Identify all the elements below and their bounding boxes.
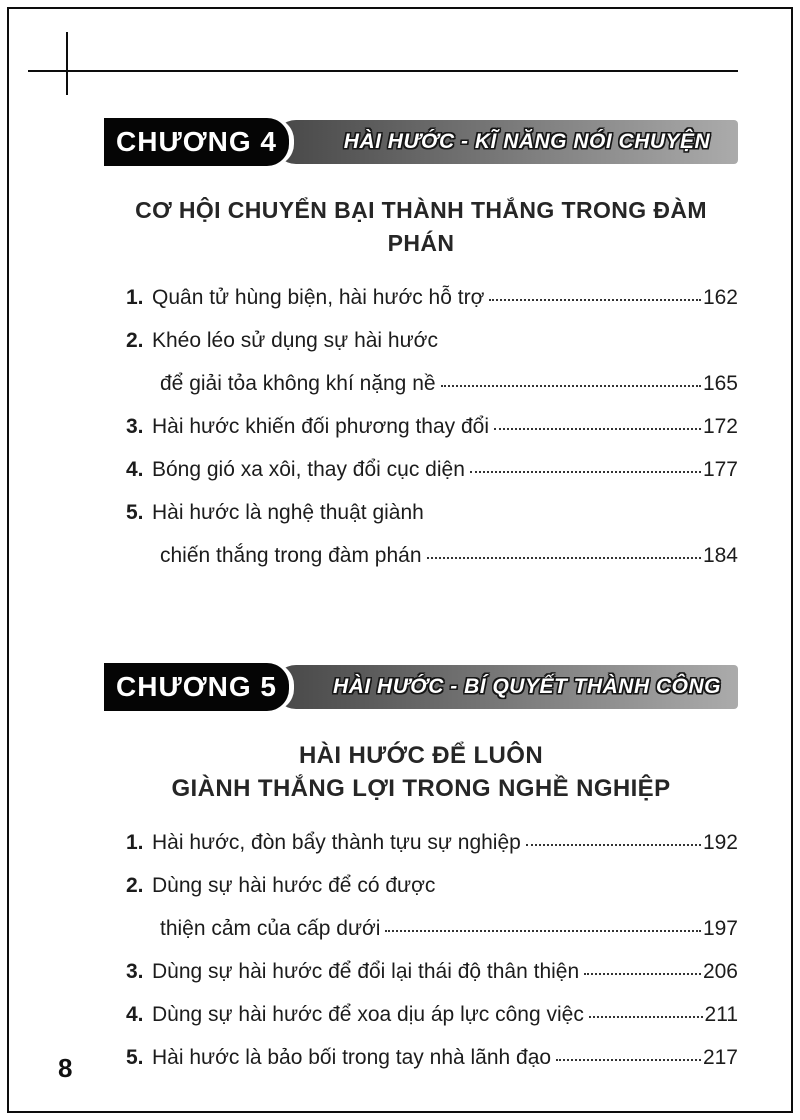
corner-mark-vertical	[66, 32, 68, 95]
dotted-leader	[584, 973, 701, 975]
toc-item-page: 217	[702, 1046, 738, 1069]
toc-item-page: 206	[702, 960, 738, 983]
dotted-leader	[385, 930, 701, 932]
toc-item-number: 5.	[126, 501, 144, 524]
chapter-4-banner	[274, 120, 738, 164]
toc-item-text: Dùng sự hài hước để xoa dịu áp lực công việc	[152, 1003, 584, 1026]
chapter-4-header	[104, 118, 738, 168]
toc-item	[104, 319, 738, 362]
toc-item-number: 4.	[126, 1003, 144, 1026]
toc-item-text: Quân tử hùng biện, hài hước hỗ trợ	[152, 286, 485, 309]
toc-item-number: 3.	[126, 960, 144, 983]
chapter-5-banner-text: HÀI HƯỚC - BÍ QUYẾT THÀNH CÔNG	[333, 675, 721, 698]
toc-item-continuation	[104, 534, 738, 577]
toc-item-page: 197	[702, 917, 738, 940]
toc-item-page: 165	[702, 372, 738, 395]
toc-item-text: Dùng sự hài hước để có được	[152, 874, 436, 897]
chapter-4-section	[104, 118, 738, 577]
toc-item-page: 172	[702, 415, 738, 438]
chapter-5-toc-list	[104, 821, 738, 1079]
toc-item	[104, 448, 738, 491]
chapter-4-toc-list	[104, 276, 738, 577]
dotted-leader	[470, 471, 701, 473]
dotted-leader	[494, 428, 701, 430]
toc-item-text: Hài hước là nghệ thuật giành	[152, 501, 424, 524]
chapter-5-title-line-1: HÀI HƯỚC ĐỂ LUÔN	[298, 742, 544, 769]
toc-item-number: 1.	[126, 286, 144, 309]
toc-item-page: 184	[702, 544, 738, 567]
chapter-4-label: CHƯƠNG 4	[104, 118, 289, 166]
dotted-leader	[556, 1059, 701, 1061]
toc-item-number: 3.	[126, 415, 144, 438]
chapter-5-banner	[274, 665, 738, 709]
dotted-leader	[427, 557, 701, 559]
toc-item-number: 4.	[126, 458, 144, 481]
toc-item-text: Hài hước, đòn bẩy thành tựu sự nghiệp	[152, 831, 521, 854]
chapter-4-section-title: CƠ HỘI CHUYỂN BẠI THÀNH THẮNG TRONG ĐÀM PHÁN	[135, 197, 707, 256]
toc-item	[104, 821, 738, 864]
chapter-gap	[104, 577, 738, 663]
toc-item	[104, 491, 738, 534]
toc-item-number: 5.	[126, 1046, 144, 1069]
toc-item-page: 192	[702, 831, 738, 854]
toc-item	[104, 950, 738, 993]
toc-item-page: 211	[704, 1003, 738, 1026]
page-content	[104, 118, 738, 1079]
toc-item-number: 2.	[126, 874, 144, 897]
chapter-5-header	[104, 663, 738, 713]
toc-item-text: Dùng sự hài hước để đổi lại thái độ thân thiện	[152, 960, 580, 983]
toc-item	[104, 405, 738, 448]
toc-item-text: Khéo léo sử dụng sự hài hước	[152, 329, 438, 352]
toc-item-number: 1.	[126, 831, 144, 854]
toc-item-text: thiện cảm của cấp dưới	[160, 917, 381, 940]
chapter-5-section	[104, 663, 738, 1079]
toc-item-continuation	[104, 362, 738, 405]
dotted-leader	[441, 385, 701, 387]
toc-item-text: Bóng gió xa xôi, thay đổi cục diện	[152, 458, 465, 481]
toc-item	[104, 276, 738, 319]
toc-item-text: để giải tỏa không khí nặng nề	[160, 372, 436, 395]
dotted-leader	[489, 299, 701, 301]
dotted-leader	[526, 844, 701, 846]
chapter-4-banner-text: HÀI HƯỚC - KĨ NĂNG NÓI CHUYỆN	[343, 130, 711, 153]
chapter-5-title-line-2: GIÀNH THẮNG LỢI TRONG NGHỀ NGHIỆP	[171, 775, 671, 802]
toc-item-text: Hài hước khiến đối phương thay đổi	[152, 415, 490, 438]
toc-item	[104, 864, 738, 907]
top-rule	[28, 70, 738, 72]
chapter-5-section-title	[104, 739, 738, 805]
toc-item	[104, 993, 738, 1036]
toc-item-page: 162	[702, 286, 738, 309]
toc-item-continuation	[104, 907, 738, 950]
dotted-leader	[589, 1016, 703, 1018]
toc-item-page: 177	[702, 458, 738, 481]
toc-item-number: 2.	[126, 329, 144, 352]
chapter-5-label: CHƯƠNG 5	[104, 663, 289, 711]
toc-item-text: Hài hước là bảo bối trong tay nhà lãnh đạo	[152, 1046, 552, 1069]
toc-item	[104, 1036, 738, 1079]
page-number: 8	[58, 1053, 73, 1083]
toc-item-text: chiến thắng trong đàm phán	[160, 544, 422, 567]
